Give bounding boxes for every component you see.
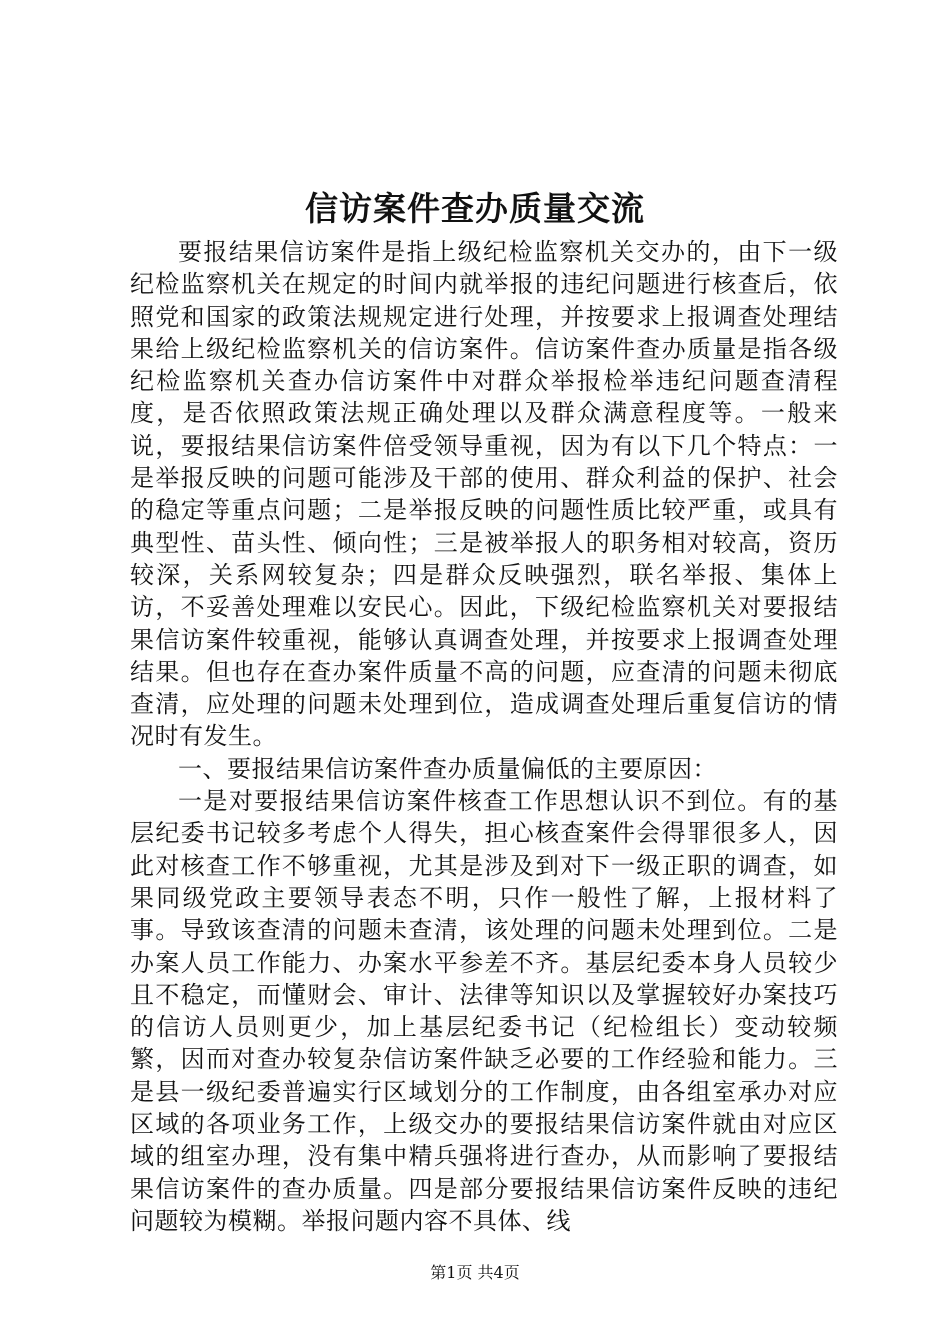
document-title: 信访案件查办质量交流 [305,189,645,228]
paragraph-intro: 要报结果信访案件是指上级纪检监察机关交办的，由下一级纪检监察机关在规定的时间内就举报的违纪问题进行核查后，依照党和国家的政策法规规定进行处理，并按要求上报调查处理结果给上级纪检监察机关的信访案件。信访案件查办质量是指各级纪检监察机关查办信访案件中对群众举报检举违纪问题查清程度，是否依照政策法规正确处理以及群众满意程度等。一般来说，要报结果信访案件倍受领导重视，因为有以下几个特点：一是举报反映的问题可能涉及干部的使用、群众利益的保护、社会的稳定等重点问题；二是举报反映的问题性质比较严重，或具有典型性、苗头性、倾向性；三是被举报人的职务相对较高，资历较深，关系网较复杂；四是群众反映强烈，联名举报、集体上访，不妥善处理难以安民心。因此，下级纪检监察机关对要报结果信访案件较重视，能够认真调查处理，并按要求上报调查处理结果。但也存在查办案件质量不高的问题，应查清的问题未彻底查清，应处理的问题未处理到位，造成调查处理后重复信访的情况时有发生。 [130,238,838,751]
paragraph-section-heading: 一、要报结果信访案件查办质量偏低的主要原因： [178,754,717,783]
paragraph-reasons: 一是对要报结果信访案件核查工作思想认识不到位。有的基层纪委书记较多考虑个人得失，担心核查案件会得罪很多人，因此对核查工作不够重视，尤其是涉及到对下一级正职的调查，如果同级党政主要领导表态不明，只作一般性了解，上报材料了事。导致该查清的问题未查清，该处理的问题未处理到位。二是办案人员工作能力、办案水平参差不齐。基层纪委本身人员较少且不稳定，而懂财会、审计、法律等知识以及掌握较好办案技巧的信访人员则更少，加上基层纪委书记（纪检组长）变动较频繁，因而对查办较复杂信访案件缺乏必要的工作经验和能力。三是县一级纪委普遍实行区域划分的工作制度，由各组室承办对应区域的各项业务工作，上级交办的要报结果信访案件就由对应区域的组室办理，没有集中精兵强将进行查办，从而影响了要报结果信访案件的查办质量。四是部分要报结果信访案件反映的违纪问题较为模糊。举报问题内容不具体、线 [130,787,838,1235]
page-number-footer: 第1页 共4页 [430,1263,520,1282]
document-body [130,236,838,1237]
